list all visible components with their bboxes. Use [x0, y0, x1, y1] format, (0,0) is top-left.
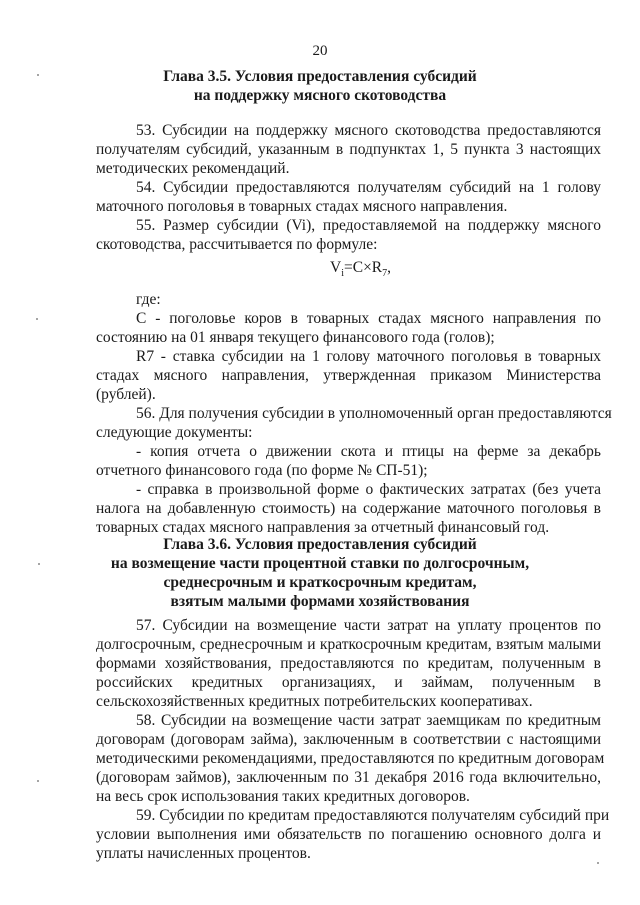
paragraph-56-item-2-line-3: товарных стадах мясного направления за отчетный финансовый год.: [96, 519, 550, 536]
chapter-3-6-heading: [30, 535, 610, 611]
scan-speck: [37, 780, 39, 782]
paragraph-53-line-3: методических рекомендаций.: [96, 160, 290, 177]
paragraph-57-line-4: российских кредитных организациях, и займам, полученным в: [96, 674, 601, 691]
formula-rhs-subscript: 7: [382, 268, 388, 280]
paragraph-59-line-1: 59. Субсидии по кредитам предоставляются получателям субсидий при: [136, 807, 610, 824]
chapter-3-5-heading: [30, 67, 610, 105]
paragraph-57-line-1: 57. Субсидии на возмещение части затрат на уплату процентов по: [136, 617, 601, 634]
paragraph-56-item-2-line-1: - справка в произвольной форме о фактических затратах (без учета: [136, 481, 601, 498]
paragraph-54-line-1: 54. Субсидии предоставляются получателям субсидий на 1 голову: [136, 179, 601, 196]
paragraph-56-item-1-line-1: - копия отчета о движении скота и птицы на ферме за декабрь: [136, 443, 601, 460]
where-r-line-1: R7 - ставка субсидии на 1 голову маточного поголовья в товарных: [136, 348, 601, 365]
paragraph-56-item-2-line-2: налога на добавленную стоимость) на содержание маточного поголовья в: [96, 500, 601, 517]
chapter-3-6-title-line-3: среднесрочным и краткосрочным кредитам,: [163, 574, 477, 591]
formula-lhs-subscript: i: [341, 268, 344, 280]
scan-speck: [36, 318, 38, 320]
paragraph-58-line-1: 58. Субсидии на возмещение части затрат заемщикам по кредитным: [136, 712, 601, 729]
scan-speck: [37, 74, 39, 76]
paragraph-53-line-1: 53. Субсидии на поддержку мясного скотоводства предоставляются: [136, 122, 601, 139]
where-r-line-3: (рублей).: [96, 386, 156, 403]
chapter-3-6-title-line-2: на возмещение части процентной ставки по долгосрочным,: [110, 555, 530, 572]
paragraph-56-item-1-line-2: отчетного финансового года (по форме № СП-51);: [96, 462, 428, 479]
chapter-3-6-title-line-1: Глава 3.6. Условия предоставления субсидий: [163, 536, 477, 553]
scan-speck: [597, 862, 599, 864]
chapter-3-5-title-line-2: на поддержку мясного скотоводства: [193, 87, 447, 104]
where-c-line-2: состоянию на 01 января текущего финансового года (голов);: [96, 329, 495, 346]
paragraph-57-line-5: сельскохозяйственных кредитных потребительских кооперативах.: [96, 693, 533, 710]
formula-lhs: V: [330, 259, 342, 276]
where-label: где:: [136, 291, 161, 308]
paragraph-58-line-4: (договорам займов), заключенным по 31 декабря 2016 года включительно,: [96, 769, 601, 786]
page-number: 20: [312, 43, 328, 59]
paragraph-56-line-1: 56. Для получения субсидии в уполномоченный орган предоставляются: [136, 405, 612, 422]
paragraph-56-line-2: следующие документы:: [96, 424, 253, 441]
paragraph-59-line-2: условии выполнения ими обязательств по погашению основного долга и: [96, 826, 601, 843]
where-r-line-2: стадах мясного направления, утвержденная приказом Министерства: [96, 367, 601, 384]
paragraph-58-line-5: на весь срок использования таких кредитных договоров.: [96, 788, 470, 805]
formula-tail: ,: [387, 259, 392, 276]
paragraph-59-line-3: уплаты начисленных процентов.: [96, 845, 311, 862]
paragraph-54-line-2: маточного поголовья в товарных стадах мясного направления.: [96, 198, 508, 215]
paragraph-58-line-3: методическими рекомендациями, предоставляются по кредитным договорам: [96, 750, 605, 767]
paragraph-55-line-2: скотоводства, рассчитывается по формуле:: [96, 236, 378, 253]
paragraph-57-line-3: формами хозяйствования, предоставляются по кредитам, полученным в: [96, 655, 601, 672]
paragraph-57-line-2: долгосрочным, среднесрочным и краткосрочным кредитам, взятым малыми: [96, 636, 601, 653]
paragraph-53-line-2: получателям субсидий, указанным в подпунктах 1, 5 пункта 3 настоящих: [96, 141, 601, 158]
where-c-line-1: С - поголовье коров в товарных стадах мясного направления по: [136, 310, 601, 327]
chapter-3-6-title-line-4: взятым малыми формами хозяйствования: [170, 593, 470, 610]
paragraph-55-line-1: 55. Размер субсидии (Vi), предоставляемой на поддержку мясного: [136, 217, 601, 234]
paragraph-58-line-2: договорам (договорам займа), заключенным в соответствии с настоящими: [96, 731, 601, 748]
scan-speck: [38, 563, 40, 565]
subsidy-formula: [330, 258, 391, 283]
formula-rhs: =C×R: [343, 259, 383, 276]
chapter-3-5-title-line-1: Глава 3.5. Условия предоставления субсидий: [163, 68, 477, 85]
